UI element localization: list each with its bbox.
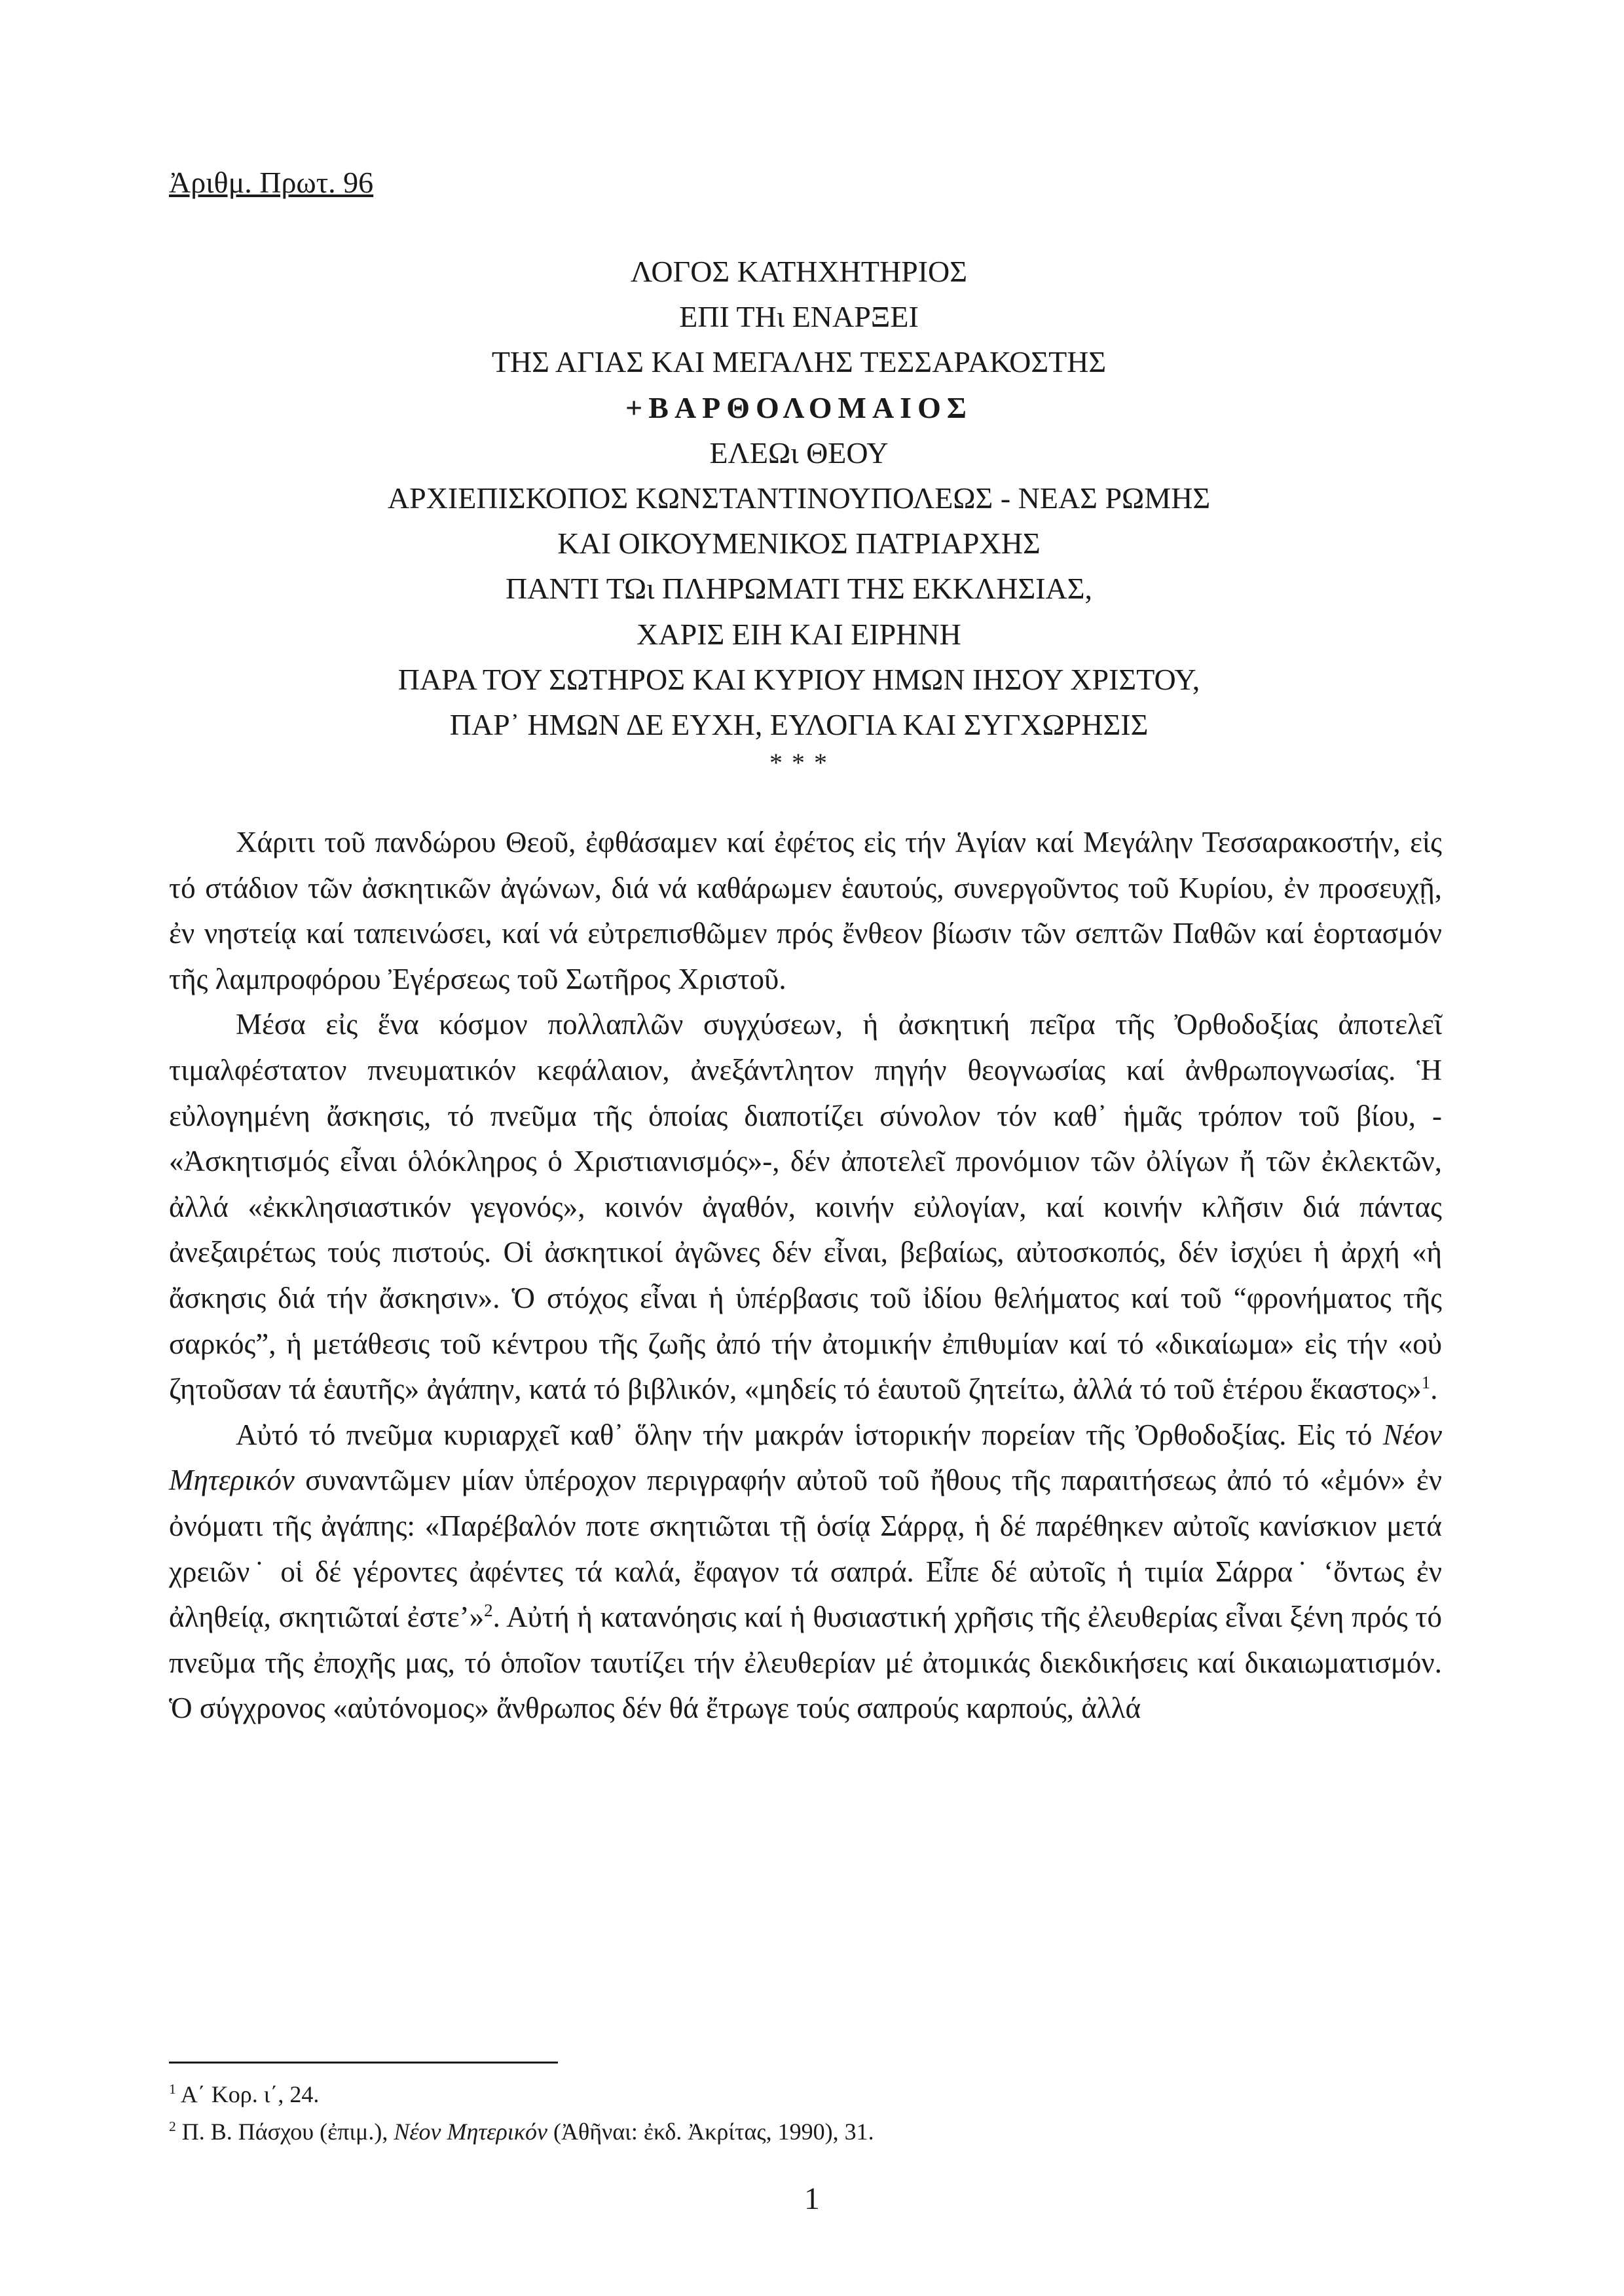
paragraph-text: συναντῶμεν μίαν ὑπέροχον περιγραφήν αὐτοῦ τοῦ ἤθους τῆς παραιτήσεως ἀπό τό «ἐμόν» ἐν ὀνόματι τῆς ἀγάπης: «Παρέβαλόν ποτε σκητιῶται τῇ ὁσίᾳ Σάρρᾳ, ἡ δέ παρέθηκεν αὐτοῖς κανίσκιον μετά χρειῶν˙ οἱ δέ γέροντες ἀφέντες τά καλά, ἔφαγον τά σαπρά. Εἶπε δέ αὐτοῖς ἡ τιμία Σάρρα˙ ‘ὄντως ἐν ἀληθείᾳ, σκητιῶταί ἐστε’»: [169, 1464, 1442, 1634]
footnote-divider: [169, 2062, 558, 2064]
page-number: 1: [804, 2181, 820, 2216]
encyclical-header: [223, 249, 1375, 777]
footnote-mark: 2: [169, 2119, 176, 2134]
paragraph-text: .: [1430, 1373, 1438, 1406]
footnote-mark: 1: [169, 2081, 176, 2097]
footnote-reference: 1: [1421, 1373, 1431, 1393]
header-line: ΚΑΙ ΟΙΚΟΥΜΕΝΙΚΟΣ ΠΑΤΡΙΑΡΧΗΣ: [557, 527, 1041, 561]
body-text: [169, 820, 1442, 1731]
book-title: Νέον Μητερικόν: [394, 2119, 547, 2145]
footnote-text: Α΄ Κορ. ι΄, 24.: [175, 2081, 320, 2107]
header-line: ΤΗΣ ΑΓΙΑΣ ΚΑΙ ΜΕΓΑΛΗΣ ΤΕΣΣΑΡΑΚΟΣΤΗΣ: [491, 345, 1107, 379]
paragraph-text: Χάριτι τοῦ πανδώρου Θεοῦ, ἐφθάσαμεν καί ἐφέτος εἰς τήν Ἁγίαν καί Μεγάλην Τεσσαρακοστήν, εἰς τό στάδιον τῶν ἀσκητικῶν ἀγώνων, διά νά καθάρωμεν ἑαυτούς, συνεργοῦντος τοῦ Κυρίου, ἐν προσευχῇ, ἐν νηστείᾳ καί ταπεινώσει, καί νά εὐτρεπισθῶμεν πρός ἔνθεον βίωσιν τῶν σεπτῶν Παθῶν καί ἑορτασμόν τῆς λαμπροφόρου Ἐγέρσεως τοῦ Σωτῆρος Χριστοῦ.: [169, 826, 1442, 995]
footnote-reference: 2: [484, 1601, 493, 1621]
section-separator-stars: * * *: [769, 748, 828, 778]
header-line: ΕΛΕΩι ΘΕΟΥ: [709, 435, 889, 470]
paragraph: [169, 1413, 1442, 1731]
protocol-number: Ἀριθμ. Πρωτ. 96: [169, 166, 374, 199]
header-line: ΕΠΙ ΤΗι ΕΝΑΡΞΕΙ: [679, 300, 919, 334]
header-line: ΛΟΓΟΣ ΚΑΤΗΧΗΤΗΡΙΟΣ: [630, 255, 968, 288]
header-line: ΠΑΡΑ ΤΟΥ ΣΩΤΗΡΟΣ ΚΑΙ ΚΥΡΙΟΥ ΗΜΩΝ ΙΗΣΟΥ ΧΡΙΣΤΟΥ,: [397, 662, 1200, 696]
paragraph-text: Μέσα εἰς ἕνα κόσμον πολλαπλῶν συγχύσεων, ἡ ἀσκητική πεῖρα τῆς Ὀρθοδοξίας ἀποτελεῖ τιμαλφέστατον πνευματικόν κεφάλαιον, ἀνεξάντλητον πηγήν θεογνωσίας καί ἀνθρωπογνωσίας. Ἡ εὐλογημένη ἄσκησις, τό πνεῦμα τῆς ὁποίας διαποτίζει σύνολον τόν καθ᾽ ἡμᾶς τρόπον τοῦ βίου, - «Ἀσκητισμός εἶναι ὁλόκληρος ὁ Χριστιανισμός»-, δέν ἀποτελεῖ προνόμιον τῶν ὀλίγων ἤ τῶν ἐκλεκτῶν, ἀλλά «ἐκκλησιαστικόν γεγονός», κοινόν ἀγαθόν, κοινήν εὐλογίαν, καί κοινήν κλῆσιν διά πάντας ἀνεξαιρέτως τούς πιστούς. Οἱ ἀσκητικοί ἀγῶνες δέν εἶναι, βεβαίως, αὐτοσκοπός, δέν ἰσχύει ἡ ἀρχή «ἡ ἄσκησις διά τήν ἄσκησιν». Ὁ στόχος εἶναι ἡ ὑπέρβασις τοῦ ἰδίου θελήματος καί τοῦ “φρονήματος τῆς σαρκός”, ἡ μετάθεσις τοῦ κέντρου τῆς ζωῆς ἀπό τήν ἀτομικήν ἐπιθυμίαν καί τό «δικαίωμα» εἰς τήν «οὐ ζητοῦσαν τά ἑαυτῆς» ἀγάπην, κατά τό βιβλικόν, «μηδείς τό ἑαυτοῦ ζητείτω, ἀλλά τό τοῦ ἑτέρου ἕκαστος»: [169, 1008, 1442, 1406]
footnote-text: (Ἀθῆναι: ἐκδ. Ἀκρίτας, 1990), 31.: [547, 2119, 874, 2145]
footnote-text: Π. Β. Πάσχου (ἐπιμ.),: [175, 2119, 394, 2145]
footnotes: [169, 2076, 1413, 2151]
book-title: Νέον Μητερικόν: [169, 1418, 1442, 1497]
header-line: ΧΑΡΙΣ ΕΙΗ ΚΑΙ ΕΙΡΗΝΗ: [637, 617, 961, 651]
patriarch-name: +ΒΑΡΘΟΛΟΜΑΙΟΣ: [625, 390, 972, 424]
paragraph-text: . Αὐτή ἡ κατανόησις καί ἡ θυσιαστική χρῆσις τῆς ἐλευθερίας εἶναι ξένη πρός τό πνεῦμα τῆς ἐποχῆς μας, τό ὁποῖον ταυτίζει τήν ἐλευθερίαν μέ ἀτομικάς διεκδικήσεις καί δικαιωματισμόν. Ὁ σύγχρονος «αὐτόνομος» ἄνθρωπος δέν θά ἔτρωγε τούς σαπρούς καρπούς, ἀλλά: [169, 1601, 1442, 1725]
header-line: ΑΡΧΙΕΠΙΣΚΟΠΟΣ ΚΩΝΣΤΑΝΤΙΝΟΥΠΟΛΕΩΣ - ΝΕΑΣ ΡΩΜΗΣ: [387, 481, 1211, 515]
footnote: [169, 2113, 1413, 2151]
header-line: ΠΑΝΤΙ ΤΩι ΠΛΗΡΩΜΑΤΙ ΤΗΣ ΕΚΚΛΗΣΙΑΣ,: [505, 572, 1093, 606]
paragraph: [169, 820, 1442, 1002]
footnote: [169, 2076, 1413, 2113]
header-line: ΠΑΡ᾽ ΗΜΩΝ ΔΕ ΕΥΧΗ, ΕΥΛΟΓΙΑ ΚΑΙ ΣΥΓΧΩΡΗΣΙΣ: [449, 708, 1149, 742]
paragraph: [169, 1002, 1442, 1412]
paragraph-text: Αὐτό τό πνεῦμα κυριαρχεῖ καθ᾽ ὅλην τήν μακράν ἱστορικήν πορείαν τῆς Ὀρθοδοξίας. Εἰς τό: [236, 1418, 1383, 1451]
